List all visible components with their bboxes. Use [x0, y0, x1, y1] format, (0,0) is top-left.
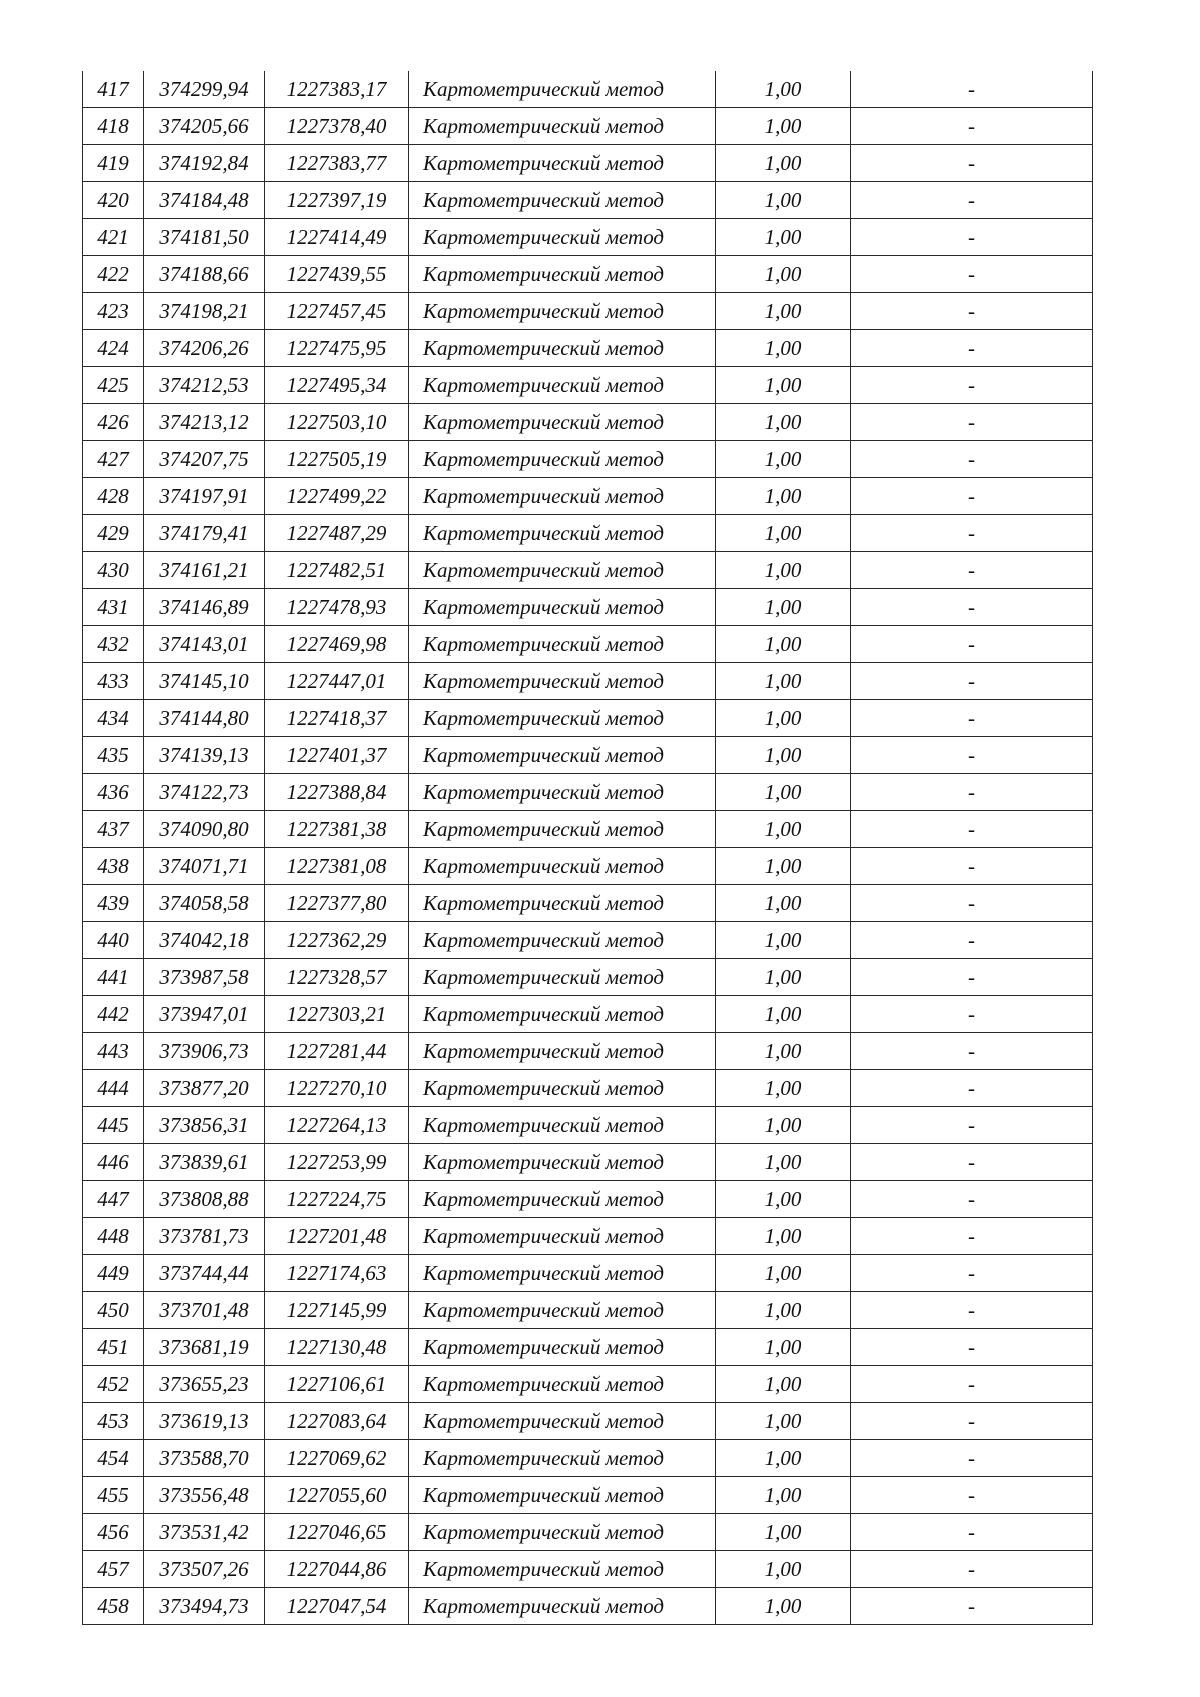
point-number-cell: 439	[83, 885, 144, 922]
y-coordinate-cell: 1227224,75	[265, 1181, 409, 1218]
x-coordinate-cell: 373655,23	[144, 1366, 265, 1403]
table-row	[83, 552, 1093, 589]
point-number-cell: 449	[83, 1255, 144, 1292]
x-coordinate-cell: 374213,12	[144, 404, 265, 441]
method-cell: Картометрический метод	[409, 1033, 716, 1070]
y-coordinate-cell: 1227174,63	[265, 1255, 409, 1292]
method-cell: Картометрический метод	[409, 293, 716, 330]
point-number-cell: 423	[83, 293, 144, 330]
method-cell: Картометрический метод	[409, 1514, 716, 1551]
table-row	[83, 1070, 1093, 1107]
y-coordinate-cell: 1227397,19	[265, 182, 409, 219]
y-coordinate-cell: 1227201,48	[265, 1218, 409, 1255]
method-cell: Картометрический метод	[409, 626, 716, 663]
y-coordinate-cell: 1227401,37	[265, 737, 409, 774]
x-coordinate-cell: 374181,50	[144, 219, 265, 256]
table-row	[83, 589, 1093, 626]
x-coordinate-cell: 374145,10	[144, 663, 265, 700]
point-number-cell: 444	[83, 1070, 144, 1107]
y-coordinate-cell: 1227055,60	[265, 1477, 409, 1514]
method-cell: Картометрический метод	[409, 922, 716, 959]
table-row	[83, 848, 1093, 885]
point-number-cell: 425	[83, 367, 144, 404]
method-cell: Картометрический метод	[409, 1107, 716, 1144]
y-coordinate-cell: 1227383,77	[265, 145, 409, 182]
accuracy-cell: 1,00	[716, 71, 851, 108]
accuracy-cell: 1,00	[716, 1070, 851, 1107]
table-row	[83, 1551, 1093, 1588]
description-cell: -	[851, 700, 1093, 737]
method-cell: Картометрический метод	[409, 700, 716, 737]
description-cell: -	[851, 1440, 1093, 1477]
x-coordinate-cell: 374139,13	[144, 737, 265, 774]
point-number-cell: 422	[83, 256, 144, 293]
accuracy-cell: 1,00	[716, 1588, 851, 1625]
table-row	[83, 774, 1093, 811]
y-coordinate-cell: 1227439,55	[265, 256, 409, 293]
method-cell: Картометрический метод	[409, 996, 716, 1033]
point-number-cell: 448	[83, 1218, 144, 1255]
coordinates-table	[82, 71, 1093, 1625]
accuracy-cell: 1,00	[716, 589, 851, 626]
point-number-cell: 456	[83, 1514, 144, 1551]
accuracy-cell: 1,00	[716, 182, 851, 219]
point-number-cell: 457	[83, 1551, 144, 1588]
description-cell: -	[851, 404, 1093, 441]
point-number-cell: 431	[83, 589, 144, 626]
table-row	[83, 478, 1093, 515]
x-coordinate-cell: 373947,01	[144, 996, 265, 1033]
table-row	[83, 145, 1093, 182]
accuracy-cell: 1,00	[716, 108, 851, 145]
accuracy-cell: 1,00	[716, 441, 851, 478]
description-cell: -	[851, 1477, 1093, 1514]
y-coordinate-cell: 1227495,34	[265, 367, 409, 404]
accuracy-cell: 1,00	[716, 1551, 851, 1588]
x-coordinate-cell: 374042,18	[144, 922, 265, 959]
table-row	[83, 811, 1093, 848]
method-cell: Картометрический метод	[409, 404, 716, 441]
x-coordinate-cell: 374188,66	[144, 256, 265, 293]
x-coordinate-cell: 373744,44	[144, 1255, 265, 1292]
point-number-cell: 428	[83, 478, 144, 515]
point-number-cell: 426	[83, 404, 144, 441]
y-coordinate-cell: 1227270,10	[265, 1070, 409, 1107]
method-cell: Картометрический метод	[409, 774, 716, 811]
y-coordinate-cell: 1227469,98	[265, 626, 409, 663]
y-coordinate-cell: 1227447,01	[265, 663, 409, 700]
accuracy-cell: 1,00	[716, 1440, 851, 1477]
x-coordinate-cell: 373507,26	[144, 1551, 265, 1588]
description-cell: -	[851, 330, 1093, 367]
table-row	[83, 996, 1093, 1033]
y-coordinate-cell: 1227381,38	[265, 811, 409, 848]
table-row	[83, 1181, 1093, 1218]
y-coordinate-cell: 1227418,37	[265, 700, 409, 737]
y-coordinate-cell: 1227145,99	[265, 1292, 409, 1329]
table-row	[83, 441, 1093, 478]
point-number-cell: 437	[83, 811, 144, 848]
accuracy-cell: 1,00	[716, 811, 851, 848]
table-row	[83, 1477, 1093, 1514]
method-cell: Картометрический метод	[409, 1144, 716, 1181]
point-number-cell: 446	[83, 1144, 144, 1181]
accuracy-cell: 1,00	[716, 774, 851, 811]
description-cell: -	[851, 885, 1093, 922]
accuracy-cell: 1,00	[716, 478, 851, 515]
y-coordinate-cell: 1227378,40	[265, 108, 409, 145]
table-row	[83, 1403, 1093, 1440]
y-coordinate-cell: 1227482,51	[265, 552, 409, 589]
point-number-cell: 434	[83, 700, 144, 737]
x-coordinate-cell: 374071,71	[144, 848, 265, 885]
y-coordinate-cell: 1227047,54	[265, 1588, 409, 1625]
x-coordinate-cell: 374161,21	[144, 552, 265, 589]
point-number-cell: 441	[83, 959, 144, 996]
accuracy-cell: 1,00	[716, 552, 851, 589]
table-row	[83, 404, 1093, 441]
x-coordinate-cell: 374205,66	[144, 108, 265, 145]
description-cell: -	[851, 1255, 1093, 1292]
accuracy-cell: 1,00	[716, 1033, 851, 1070]
x-coordinate-cell: 374090,80	[144, 811, 265, 848]
accuracy-cell: 1,00	[716, 1107, 851, 1144]
table-row	[83, 1107, 1093, 1144]
x-coordinate-cell: 373681,19	[144, 1329, 265, 1366]
accuracy-cell: 1,00	[716, 996, 851, 1033]
point-number-cell: 445	[83, 1107, 144, 1144]
description-cell: -	[851, 663, 1093, 700]
method-cell: Картометрический метод	[409, 1366, 716, 1403]
description-cell: -	[851, 589, 1093, 626]
x-coordinate-cell: 373556,48	[144, 1477, 265, 1514]
description-cell: -	[851, 1588, 1093, 1625]
description-cell: -	[851, 441, 1093, 478]
method-cell: Картометрический метод	[409, 478, 716, 515]
method-cell: Картометрический метод	[409, 811, 716, 848]
point-number-cell: 419	[83, 145, 144, 182]
description-cell: -	[851, 1070, 1093, 1107]
accuracy-cell: 1,00	[716, 330, 851, 367]
description-cell: -	[851, 256, 1093, 293]
x-coordinate-cell: 374184,48	[144, 182, 265, 219]
description-cell: -	[851, 367, 1093, 404]
method-cell: Картометрический метод	[409, 1329, 716, 1366]
point-number-cell: 438	[83, 848, 144, 885]
table-row	[83, 256, 1093, 293]
table-row	[83, 1329, 1093, 1366]
y-coordinate-cell: 1227414,49	[265, 219, 409, 256]
method-cell: Картометрический метод	[409, 848, 716, 885]
method-cell: Картометрический метод	[409, 219, 716, 256]
x-coordinate-cell: 373808,88	[144, 1181, 265, 1218]
point-number-cell: 436	[83, 774, 144, 811]
description-cell: -	[851, 1292, 1093, 1329]
point-number-cell: 424	[83, 330, 144, 367]
point-number-cell: 427	[83, 441, 144, 478]
x-coordinate-cell: 373531,42	[144, 1514, 265, 1551]
x-coordinate-cell: 373906,73	[144, 1033, 265, 1070]
description-cell: -	[851, 1107, 1093, 1144]
table-row	[83, 219, 1093, 256]
x-coordinate-cell: 374212,53	[144, 367, 265, 404]
table-row	[83, 922, 1093, 959]
point-number-cell: 418	[83, 108, 144, 145]
x-coordinate-cell: 373839,61	[144, 1144, 265, 1181]
x-coordinate-cell: 373619,13	[144, 1403, 265, 1440]
method-cell: Картометрический метод	[409, 1588, 716, 1625]
table-row	[83, 515, 1093, 552]
table-row	[83, 1514, 1093, 1551]
x-coordinate-cell: 374197,91	[144, 478, 265, 515]
method-cell: Картометрический метод	[409, 885, 716, 922]
point-number-cell: 430	[83, 552, 144, 589]
x-coordinate-cell: 373588,70	[144, 1440, 265, 1477]
method-cell: Картометрический метод	[409, 441, 716, 478]
table-row	[83, 1033, 1093, 1070]
table-row	[83, 626, 1093, 663]
description-cell: -	[851, 811, 1093, 848]
coordinates-table-body	[83, 71, 1093, 1625]
y-coordinate-cell: 1227383,17	[265, 71, 409, 108]
x-coordinate-cell: 374192,84	[144, 145, 265, 182]
x-coordinate-cell: 373987,58	[144, 959, 265, 996]
accuracy-cell: 1,00	[716, 1218, 851, 1255]
accuracy-cell: 1,00	[716, 1255, 851, 1292]
point-number-cell: 417	[83, 71, 144, 108]
y-coordinate-cell: 1227503,10	[265, 404, 409, 441]
x-coordinate-cell: 374146,89	[144, 589, 265, 626]
x-coordinate-cell: 374207,75	[144, 441, 265, 478]
accuracy-cell: 1,00	[716, 219, 851, 256]
method-cell: Картометрический метод	[409, 1292, 716, 1329]
accuracy-cell: 1,00	[716, 959, 851, 996]
method-cell: Картометрический метод	[409, 959, 716, 996]
method-cell: Картометрический метод	[409, 1403, 716, 1440]
y-coordinate-cell: 1227499,22	[265, 478, 409, 515]
table-row	[83, 737, 1093, 774]
point-number-cell: 447	[83, 1181, 144, 1218]
description-cell: -	[851, 293, 1093, 330]
accuracy-cell: 1,00	[716, 700, 851, 737]
y-coordinate-cell: 1227478,93	[265, 589, 409, 626]
x-coordinate-cell: 373856,31	[144, 1107, 265, 1144]
table-row	[83, 1292, 1093, 1329]
method-cell: Картометрический метод	[409, 515, 716, 552]
method-cell: Картометрический метод	[409, 1181, 716, 1218]
table-row	[83, 1218, 1093, 1255]
method-cell: Картометрический метод	[409, 589, 716, 626]
description-cell: -	[851, 1403, 1093, 1440]
accuracy-cell: 1,00	[716, 1366, 851, 1403]
description-cell: -	[851, 182, 1093, 219]
y-coordinate-cell: 1227362,29	[265, 922, 409, 959]
accuracy-cell: 1,00	[716, 848, 851, 885]
table-row	[83, 959, 1093, 996]
point-number-cell: 433	[83, 663, 144, 700]
y-coordinate-cell: 1227281,44	[265, 1033, 409, 1070]
accuracy-cell: 1,00	[716, 404, 851, 441]
description-cell: -	[851, 552, 1093, 589]
table-row	[83, 1440, 1093, 1477]
description-cell: -	[851, 626, 1093, 663]
description-cell: -	[851, 1514, 1093, 1551]
accuracy-cell: 1,00	[716, 626, 851, 663]
accuracy-cell: 1,00	[716, 1292, 851, 1329]
point-number-cell: 451	[83, 1329, 144, 1366]
point-number-cell: 454	[83, 1440, 144, 1477]
description-cell: -	[851, 1218, 1093, 1255]
y-coordinate-cell: 1227388,84	[265, 774, 409, 811]
method-cell: Картометрический метод	[409, 108, 716, 145]
accuracy-cell: 1,00	[716, 1144, 851, 1181]
y-coordinate-cell: 1227046,65	[265, 1514, 409, 1551]
description-cell: -	[851, 71, 1093, 108]
accuracy-cell: 1,00	[716, 1403, 851, 1440]
description-cell: -	[851, 922, 1093, 959]
table-row	[83, 1588, 1093, 1625]
accuracy-cell: 1,00	[716, 1329, 851, 1366]
description-cell: -	[851, 478, 1093, 515]
point-number-cell: 452	[83, 1366, 144, 1403]
point-number-cell: 450	[83, 1292, 144, 1329]
description-cell: -	[851, 1033, 1093, 1070]
point-number-cell: 453	[83, 1403, 144, 1440]
x-coordinate-cell: 374058,58	[144, 885, 265, 922]
y-coordinate-cell: 1227083,64	[265, 1403, 409, 1440]
description-cell: -	[851, 515, 1093, 552]
accuracy-cell: 1,00	[716, 737, 851, 774]
accuracy-cell: 1,00	[716, 885, 851, 922]
y-coordinate-cell: 1227328,57	[265, 959, 409, 996]
x-coordinate-cell: 373494,73	[144, 1588, 265, 1625]
y-coordinate-cell: 1227106,61	[265, 1366, 409, 1403]
point-number-cell: 421	[83, 219, 144, 256]
point-number-cell: 455	[83, 1477, 144, 1514]
table-row	[83, 182, 1093, 219]
method-cell: Картометрический метод	[409, 367, 716, 404]
description-cell: -	[851, 1366, 1093, 1403]
x-coordinate-cell: 374299,94	[144, 71, 265, 108]
method-cell: Картометрический метод	[409, 330, 716, 367]
method-cell: Картометрический метод	[409, 1218, 716, 1255]
table-row	[83, 293, 1093, 330]
method-cell: Картометрический метод	[409, 145, 716, 182]
accuracy-cell: 1,00	[716, 145, 851, 182]
method-cell: Картометрический метод	[409, 737, 716, 774]
method-cell: Картометрический метод	[409, 1070, 716, 1107]
x-coordinate-cell: 374143,01	[144, 626, 265, 663]
x-coordinate-cell: 373701,48	[144, 1292, 265, 1329]
method-cell: Картометрический метод	[409, 1440, 716, 1477]
x-coordinate-cell: 374122,73	[144, 774, 265, 811]
description-cell: -	[851, 737, 1093, 774]
table-row	[83, 1144, 1093, 1181]
description-cell: -	[851, 774, 1093, 811]
description-cell: -	[851, 959, 1093, 996]
description-cell: -	[851, 996, 1093, 1033]
y-coordinate-cell: 1227377,80	[265, 885, 409, 922]
table-row	[83, 108, 1093, 145]
description-cell: -	[851, 1181, 1093, 1218]
method-cell: Картометрический метод	[409, 1255, 716, 1292]
method-cell: Картометрический метод	[409, 182, 716, 219]
point-number-cell: 440	[83, 922, 144, 959]
accuracy-cell: 1,00	[716, 922, 851, 959]
y-coordinate-cell: 1227381,08	[265, 848, 409, 885]
x-coordinate-cell: 373781,73	[144, 1218, 265, 1255]
point-number-cell: 429	[83, 515, 144, 552]
point-number-cell: 432	[83, 626, 144, 663]
x-coordinate-cell: 374198,21	[144, 293, 265, 330]
y-coordinate-cell: 1227069,62	[265, 1440, 409, 1477]
method-cell: Картометрический метод	[409, 1551, 716, 1588]
accuracy-cell: 1,00	[716, 515, 851, 552]
table-row	[83, 71, 1093, 108]
x-coordinate-cell: 374144,80	[144, 700, 265, 737]
accuracy-cell: 1,00	[716, 663, 851, 700]
y-coordinate-cell: 1227303,21	[265, 996, 409, 1033]
y-coordinate-cell: 1227130,48	[265, 1329, 409, 1366]
description-cell: -	[851, 108, 1093, 145]
method-cell: Картометрический метод	[409, 71, 716, 108]
point-number-cell: 420	[83, 182, 144, 219]
description-cell: -	[851, 1144, 1093, 1181]
accuracy-cell: 1,00	[716, 1181, 851, 1218]
description-cell: -	[851, 219, 1093, 256]
accuracy-cell: 1,00	[716, 293, 851, 330]
accuracy-cell: 1,00	[716, 1514, 851, 1551]
description-cell: -	[851, 848, 1093, 885]
point-number-cell: 435	[83, 737, 144, 774]
x-coordinate-cell: 374206,26	[144, 330, 265, 367]
point-number-cell: 458	[83, 1588, 144, 1625]
table-row	[83, 1255, 1093, 1292]
y-coordinate-cell: 1227457,45	[265, 293, 409, 330]
table-row	[83, 367, 1093, 404]
table-row	[83, 885, 1093, 922]
accuracy-cell: 1,00	[716, 367, 851, 404]
y-coordinate-cell: 1227253,99	[265, 1144, 409, 1181]
y-coordinate-cell: 1227487,29	[265, 515, 409, 552]
y-coordinate-cell: 1227044,86	[265, 1551, 409, 1588]
y-coordinate-cell: 1227475,95	[265, 330, 409, 367]
method-cell: Картометрический метод	[409, 663, 716, 700]
method-cell: Картометрический метод	[409, 1477, 716, 1514]
y-coordinate-cell: 1227505,19	[265, 441, 409, 478]
description-cell: -	[851, 1551, 1093, 1588]
table-row	[83, 663, 1093, 700]
x-coordinate-cell: 373877,20	[144, 1070, 265, 1107]
accuracy-cell: 1,00	[716, 1477, 851, 1514]
method-cell: Картометрический метод	[409, 552, 716, 589]
method-cell: Картометрический метод	[409, 256, 716, 293]
table-row	[83, 330, 1093, 367]
table-row	[83, 700, 1093, 737]
description-cell: -	[851, 145, 1093, 182]
y-coordinate-cell: 1227264,13	[265, 1107, 409, 1144]
point-number-cell: 443	[83, 1033, 144, 1070]
point-number-cell: 442	[83, 996, 144, 1033]
description-cell: -	[851, 1329, 1093, 1366]
x-coordinate-cell: 374179,41	[144, 515, 265, 552]
accuracy-cell: 1,00	[716, 256, 851, 293]
table-row	[83, 1366, 1093, 1403]
